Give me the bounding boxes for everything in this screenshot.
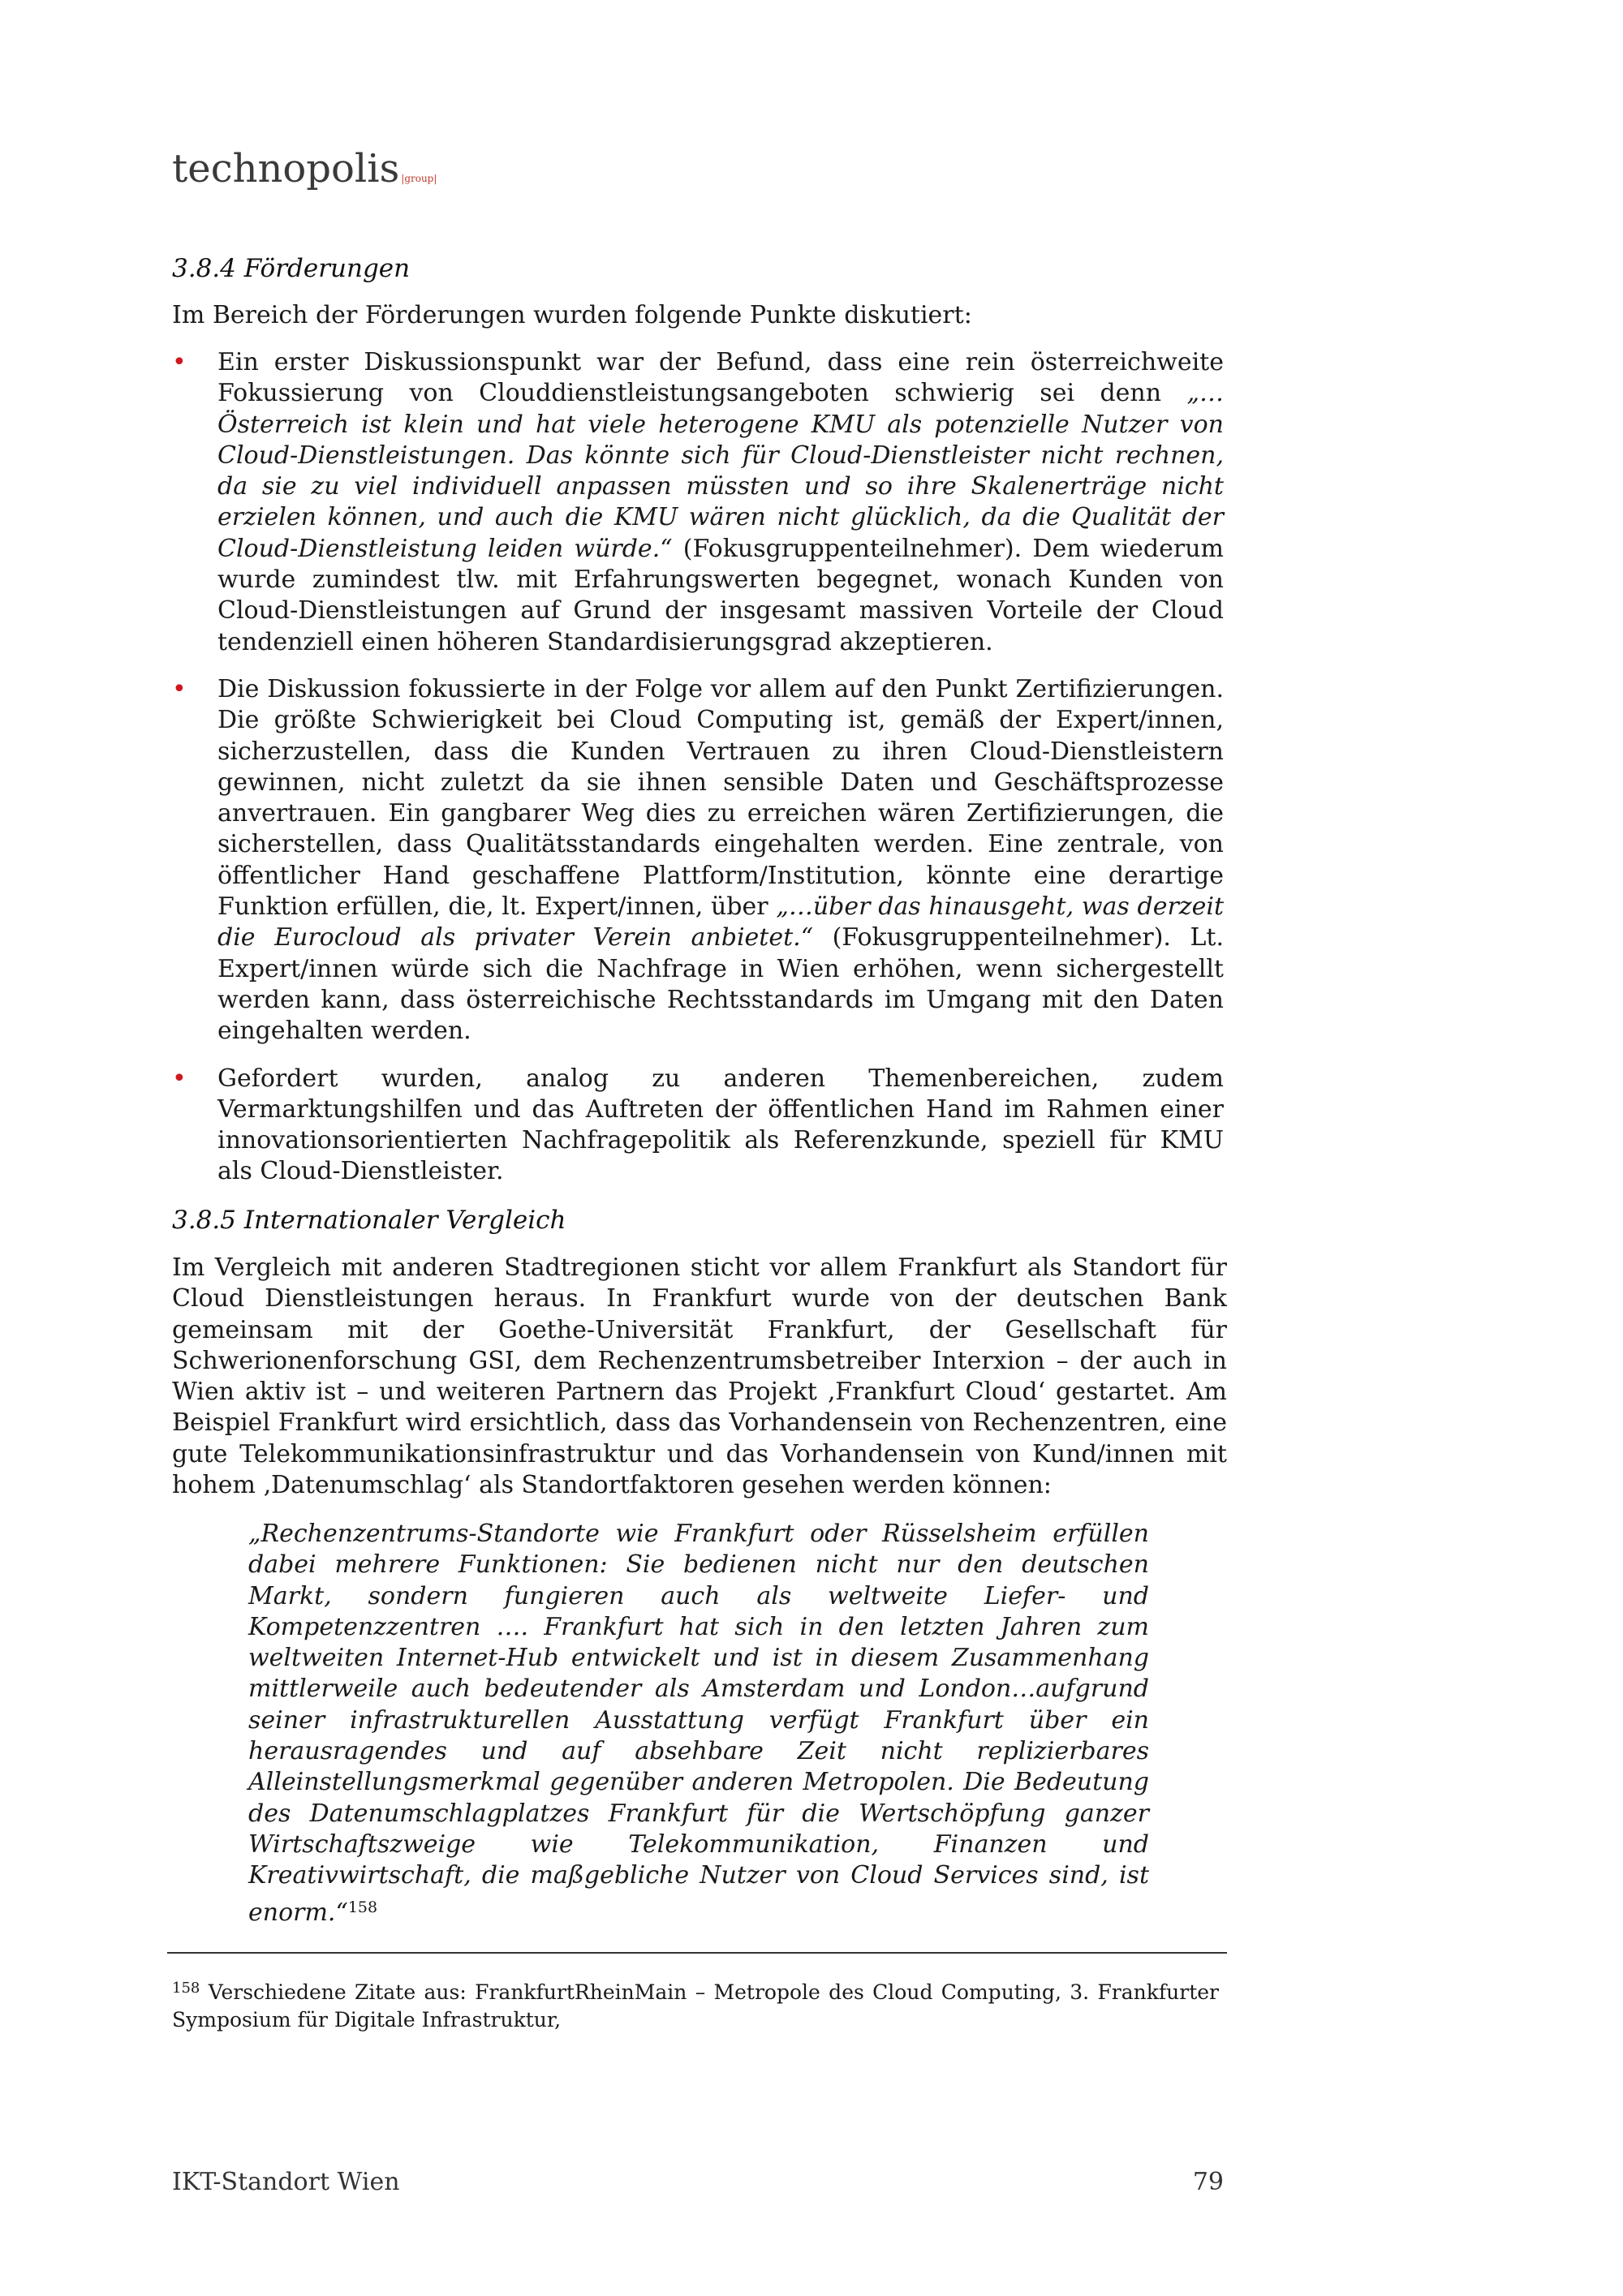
bullet-icon: • bbox=[172, 1064, 187, 1093]
section-intro: Im Bereich der Förderungen wurden folgende Punkte diskutiert: bbox=[172, 301, 972, 329]
list-item bbox=[172, 1064, 1224, 1188]
section-heading-internationaler-vergleich: 3.8.5 Internationaler Vergleich bbox=[172, 1206, 566, 1235]
list-item bbox=[172, 347, 1224, 658]
footnote bbox=[172, 1975, 1219, 2034]
bullet-icon: • bbox=[172, 674, 187, 703]
list-item bbox=[172, 674, 1224, 1047]
logo-text: technopolis bbox=[172, 146, 400, 191]
bullet-list bbox=[172, 347, 1224, 1204]
footer-title: IKT-Standort Wien bbox=[172, 2168, 400, 2196]
technopolis-logo bbox=[172, 146, 437, 191]
page-number: 79 bbox=[1192, 2168, 1224, 2196]
footnote-divider bbox=[167, 1952, 1227, 1954]
bullet-text-continued: (Fokusgruppenteilnehmer). Lt. Expert/innen würde sich die Nachfrage in Wien erhöhen, wenn sichergestellt werden kann, dass österreichische Rechtsstandards im Umgang mit den Daten eingehalten werden. bbox=[217, 923, 1225, 1046]
blockquote-text: „Rechenzentrums-Standorte wie Frankfurt oder Rüsselsheim erfüllen dabei mehrere Funktionen: Sie bedienen nicht nur den deutschen Markt, sondern fungieren auch als weltweite Liefer- und Kompetenzzentren …. Frankfurt hat sich in den letzten Jahren zum weltweiten Internet-Hub entwickelt und ist in diesem Zusammenhang mittlerweile auch bedeutender als Amsterdam und London…aufgrund seiner infrastrukturellen Ausstattung verfügt Frankfurt über ein herausragendes und auf absehbare Zeit nicht replizierbares Alleinstellungsmerkmal gegenüber anderen Metropolen. Die Bedeutung des Datenumschlagplatzes Frankfurt für die Wertschöpfung ganzer Wirtschaftszweige wie Telekommunikation, Finanzen und Kreativwirtschaft, die maßgebliche Nutzer von Cloud Services sind, ist enorm.“ bbox=[248, 1520, 1149, 1927]
bullet-text-continued: (Fokusgruppenteilnehmer). Dem wiederum wurde zumindest tlw. mit Erfahrungswerten begegnet, wonach Kunden von Cloud-Dienstleistungen auf Grund der insgesamt massiven Vorteile der Cloud tendenziell einen höheren Standardisierungsgrad akzeptieren. bbox=[217, 534, 1224, 656]
bullet-quote: „…Österreich ist klein und hat viele heterogene KMU als potenzielle Nutzer von Cloud-Dienstleistungen. Das könnte sich für Cloud-Dienstleister nicht rechnen, da sie zu viel individuell anpassen müssten und so ihre Skalenerträge nicht erzielen können, und auch die KMU wären nicht glücklich, da die Qualität der Cloud-Dienstleistung leiden würde.“ bbox=[217, 379, 1224, 563]
section-heading-foerderungen: 3.8.4 Förderungen bbox=[172, 254, 411, 283]
footnote-text: Verschiedene Zitate aus: FrankfurtRheinMain – Metropole des Cloud Computing, 3. Frankfurter Symposium für Digitale Infrastruktur, bbox=[172, 1980, 1219, 2032]
bullet-text: Gefordert wurden, analog zu anderen Themenbereichen, zudem Vermarktungshilfen und das Auftreten der öffentlichen Hand im Rahmen einer innovationsorientierten Nachfragepolitik als Referenzkunde, speziell für KMU als Cloud-Dienstleister. bbox=[217, 1064, 1224, 1186]
bullet-text: Ein erster Diskussionspunkt war der Befund, dass eine rein österreichweite Fokussierung von Clouddienstleistungsangeboten schwierig sei denn bbox=[217, 348, 1224, 408]
section-paragraph: Im Vergleich mit anderen Stadtregionen sticht vor allem Frankfurt als Standort für Cloud Dienstleistungen heraus. In Frankfurt wurde von der deutschen Bank gemeinsam mit der Goethe-Universität Frankfurt, der Gesellschaft für Schwerionenforschung GSI, dem Rechenzentrumsbetreiber Interxion – der auch in Wien aktiv ist – und weiteren Partnern das Projekt ‚Frankfurt Cloud‘ gestartet. Am Beispiel Frankfurt wird ersichtlich, dass das Vorhandensein von Rechenzentren, eine gute Telekommunikationsinfrastruktur und das Vorhandensein von Kund/innen mit hohem ‚Datenumschlag‘ als Standortfaktoren gesehen werden können: bbox=[172, 1253, 1227, 1500]
footnote-number: 158 bbox=[172, 1980, 200, 1997]
blockquote bbox=[248, 1519, 1149, 1928]
footnote-reference: 158 bbox=[347, 1898, 378, 1916]
bullet-icon: • bbox=[172, 348, 187, 376]
bullet-text: Die Diskussion fokussierte in der Folge vor allem auf den Punkt Zertifizierungen. Die größte Schwierigkeit bei Cloud Computing ist, gemäß der Expert/innen, sicherzustellen, dass die Kunden Vertrauen zu ihren Cloud-Dienstleistern gewinnen, nicht zuletzt da sie ihnen sensible Daten und Geschäftsprozesse anvertrauen. Ein gangbarer Weg dies zu erreichen wären Zertifizierungen, die sicherstellen, dass Qualitätsstandards eingehalten werden. Eine zentrale, von öffentlicher Hand geschaffene Plattform/Institution, könnte eine derartige Funktion erfüllen, die, lt. Expert/innen, über bbox=[217, 674, 1224, 922]
bullet-quote: „…über das hinausgeht, was derzeit die Eurocloud als privater Verein anbietet.“ bbox=[217, 892, 1224, 952]
logo-group-label: | group | bbox=[401, 173, 437, 184]
